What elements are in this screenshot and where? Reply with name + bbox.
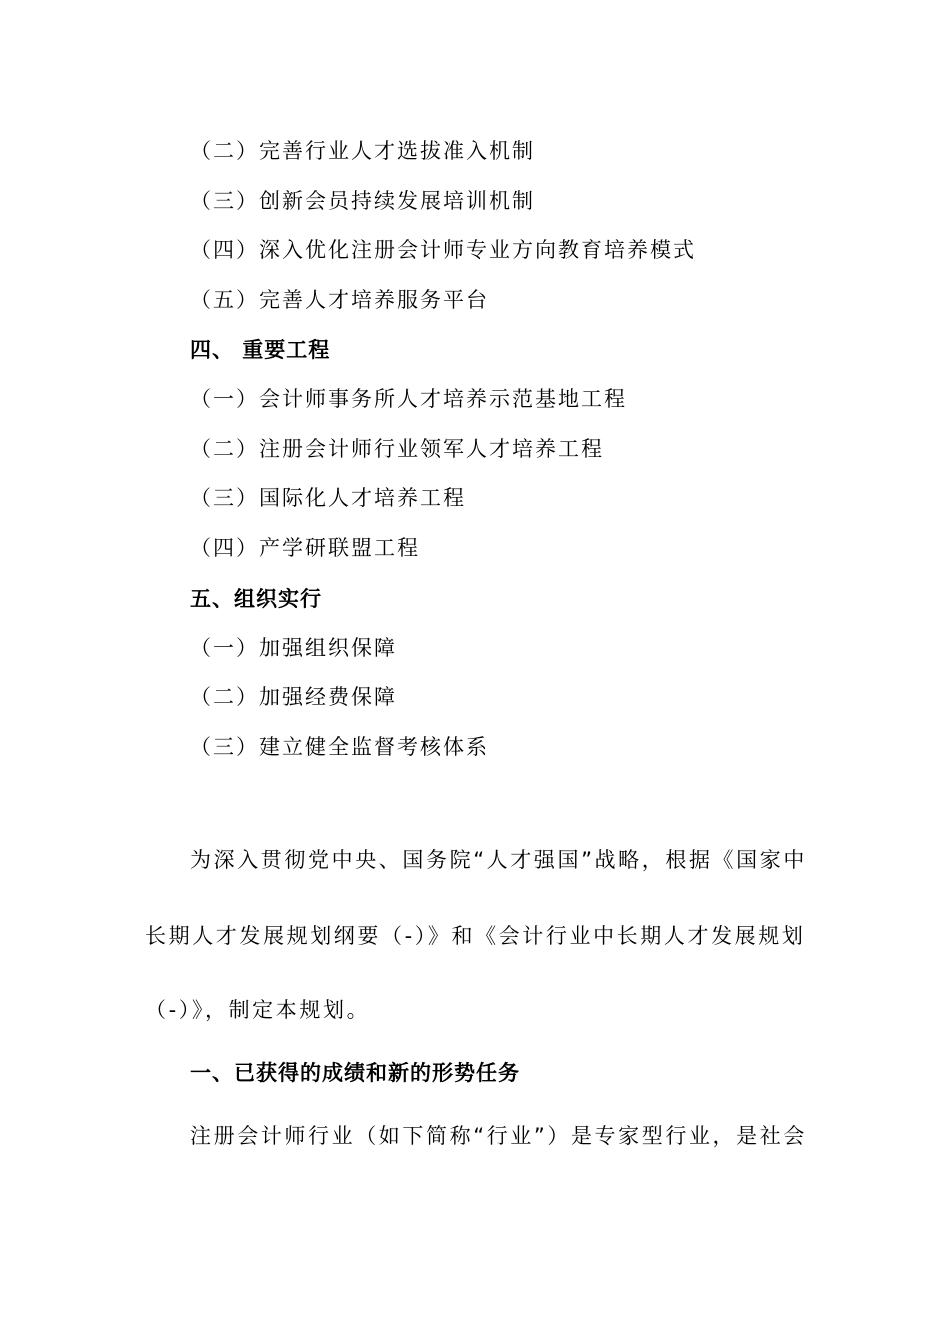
toc-item: （三）建立健全监督考核体系 (190, 735, 489, 759)
toc-item: （二）加强经费保障 (190, 685, 397, 709)
body-paragraph-line: （-）》，制定本规划。 (145, 998, 371, 1022)
toc-item: （五）完善人才培养服务平台 (190, 288, 489, 312)
body-paragraph-line: 为深入贯彻党中央、国务院“人才强国”战略，根据《国家中 (190, 848, 807, 872)
toc-item: （一）加强组织保障 (190, 636, 397, 660)
toc-item: （四）产学研联盟工程 (190, 536, 420, 560)
toc-item: （二）完善行业人才选拔准入机制 (190, 139, 535, 163)
section-heading: 五、组织实行 (190, 587, 322, 611)
toc-item: （四）深入优化注册会计师专业方向教育培养模式 (190, 238, 696, 262)
body-paragraph-line: 长期人才发展规划纲要（-）》和《会计行业中长期人才发展规划 (145, 924, 806, 948)
section-heading: 一、已获得的成绩和新的形势任务 (190, 1061, 520, 1085)
section-heading: 四、 重要工程 (190, 338, 331, 362)
toc-item: （二）注册会计师行业领军人才培养工程 (190, 437, 604, 461)
toc-item: （三）创新会员持续发展培训机制 (190, 189, 535, 213)
toc-item: （一）会计师事务所人才培养示范基地工程 (190, 387, 627, 411)
toc-item: （三）国际化人才培养工程 (190, 486, 466, 510)
body-paragraph-line: 注册会计师行业（如下简称“行业”）是专家型行业，是社会 (190, 1124, 807, 1148)
